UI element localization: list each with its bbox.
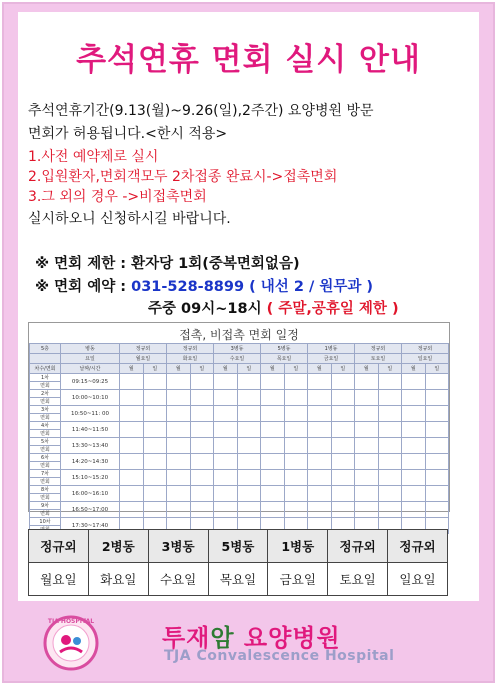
schedule-slot-cell (261, 422, 285, 438)
schedule-time: 10:50~11: 00 (61, 406, 120, 422)
ward-cell: 1병동 (268, 530, 328, 563)
reserve-label: ※ 면회 예약 : (35, 279, 132, 295)
schedule-slot-cell (355, 454, 379, 470)
visit-hours-notice (148, 297, 399, 318)
reserve-phone: 031-528-8899 ( 내선 2 / 원무과 ) (131, 279, 374, 295)
schedule-slot-cell (308, 502, 332, 518)
schedule-row (30, 374, 449, 382)
schedule-turn: 4차 (30, 422, 61, 430)
schedule-slot-cell (143, 454, 167, 470)
schedule-time: 13:30~13:40 (61, 438, 120, 454)
schedule-slot-cell (284, 390, 308, 406)
schedule-row (30, 518, 449, 526)
schedule-slot-cell (167, 390, 191, 406)
schedule-header-row-dates (30, 364, 449, 374)
schedule-slot-cell (237, 438, 261, 454)
intro-line-1: 추석연휴기간(9.13(월)~9.26(일),2주간) 요양병원 방문 (28, 103, 374, 119)
schedule-slot-cell (308, 438, 332, 454)
schedule-time: 09:15~09:25 (61, 374, 120, 390)
schedule-header-cell: 요일 (61, 354, 120, 364)
schedule-slot-cell (331, 470, 355, 486)
schedule-header-cell: 금요일 (308, 354, 355, 364)
schedule-slot-cell (308, 390, 332, 406)
schedule-slot-cell (143, 390, 167, 406)
schedule-slot-cell (190, 486, 214, 502)
schedule-slot-cell (120, 454, 144, 470)
schedule-header-cell: 일 (331, 364, 355, 374)
schedule-slot-cell (284, 422, 308, 438)
schedule-slot-cell (355, 486, 379, 502)
schedule-turn: 1차 (30, 374, 61, 382)
schedule-slot-cell (143, 438, 167, 454)
schedule-slot-cell (167, 406, 191, 422)
schedule-slot-cell (402, 438, 426, 454)
schedule-slot-cell (167, 438, 191, 454)
schedule-slot-cell (214, 486, 238, 502)
schedule-slot-cell (284, 374, 308, 390)
schedule-header-cell: 날짜/시간 (61, 364, 120, 374)
schedule-slot-cell (120, 406, 144, 422)
schedule-slot-cell (331, 390, 355, 406)
schedule-header-cell: 5층 (30, 344, 61, 354)
schedule-slot-cell (378, 374, 402, 390)
intro-line-2: 면회가 허용됩니다.<한시 적용> (28, 126, 228, 142)
schedule-slot-cell (190, 390, 214, 406)
schedule-slot-cell (331, 486, 355, 502)
day-cell: 일요일 (388, 563, 448, 596)
schedule-slot-cell (237, 406, 261, 422)
logo-ring-text: TJA HOSPITAL (47, 618, 95, 625)
schedule-slot-cell (237, 470, 261, 486)
schedule-kind: 면회 (30, 430, 61, 438)
schedule-header-cell: 월 (355, 364, 379, 374)
day-cell: 수요일 (148, 563, 208, 596)
schedule-slot-cell (214, 406, 238, 422)
schedule-turn: 9차 (30, 502, 61, 510)
schedule-table (29, 343, 449, 534)
schedule-slot-cell (190, 454, 214, 470)
schedule-kind: 면회 (30, 462, 61, 470)
schedule-slot-cell (190, 374, 214, 390)
schedule-time: 11:40~11:50 (61, 422, 120, 438)
schedule-slot-cell (331, 454, 355, 470)
schedule-slot-cell (355, 438, 379, 454)
pink-right-band (479, 4, 493, 681)
schedule-slot-cell (237, 374, 261, 390)
schedule-slot-cell (143, 374, 167, 390)
hospital-name-part2: 암 (210, 624, 235, 652)
ward-cell: 정규외 (29, 530, 89, 563)
schedule-time: 17:30~17:40 (61, 518, 120, 534)
schedule-slot-cell (378, 438, 402, 454)
schedule-header-cell: 토요일 (355, 354, 402, 364)
schedule-slot-cell (237, 454, 261, 470)
schedule-slot-cell (214, 470, 238, 486)
day-cell: 화요일 (88, 563, 148, 596)
ward-cell: 5병동 (208, 530, 268, 563)
schedule-header-cell: 목요일 (261, 354, 308, 364)
schedule-slot-cell (378, 470, 402, 486)
schedule-slot-cell (237, 422, 261, 438)
schedule-header-cell: 5병동 (261, 344, 308, 354)
schedule-header-cell: 월 (308, 364, 332, 374)
schedule-slot-cell (120, 374, 144, 390)
schedule-slot-cell (190, 438, 214, 454)
day-cell: 목요일 (208, 563, 268, 596)
schedule-turn: 8차 (30, 486, 61, 494)
schedule-slot-cell (355, 502, 379, 518)
hospital-name-part3: 요양병원 (234, 624, 341, 652)
schedule-slot-cell (214, 422, 238, 438)
schedule-header-cell: 월 (402, 364, 426, 374)
schedule-slot-cell (261, 486, 285, 502)
schedule-slot-cell (214, 438, 238, 454)
schedule-slot-cell (402, 422, 426, 438)
schedule-slot-cell (308, 406, 332, 422)
schedule-turn: 10차 (30, 518, 61, 526)
ward-row (29, 530, 448, 563)
schedule-slot-cell (120, 486, 144, 502)
schedule-slot-cell (284, 406, 308, 422)
schedule-time: 16:00~16:10 (61, 486, 120, 502)
visit-hours: 주중 09시~18시 (148, 301, 267, 317)
schedule-header-cell: 정규외 (167, 344, 214, 354)
schedule-slot-cell (402, 470, 426, 486)
ward-cell: 정규외 (388, 530, 448, 563)
intro-item-3: 3.그 외의 경우 ->비접촉면회 (28, 189, 207, 205)
schedule-header-cell: 월 (261, 364, 285, 374)
schedule-slot-cell (190, 422, 214, 438)
schedule-slot-cell (402, 502, 426, 518)
pink-top-band (4, 4, 493, 12)
schedule-slot-cell (143, 502, 167, 518)
day-cell: 토요일 (328, 563, 388, 596)
schedule-kind: 면회 (30, 398, 61, 406)
schedule-slot-cell (402, 486, 426, 502)
schedule-header-cell: 일 (143, 364, 167, 374)
day-row (29, 563, 448, 596)
schedule-slot-cell (425, 502, 449, 518)
schedule-header-row-wards (30, 344, 449, 354)
schedule-slot-cell (425, 390, 449, 406)
schedule-header-cell: 수요일 (214, 354, 261, 364)
schedule-slot-cell (190, 406, 214, 422)
schedule-header-cell: 일 (425, 364, 449, 374)
schedule-header-cell (30, 354, 61, 364)
schedule-row (30, 438, 449, 446)
ward-cell: 3병동 (148, 530, 208, 563)
schedule-slot-cell (402, 454, 426, 470)
schedule-slot-cell (120, 470, 144, 486)
schedule-slot-cell (355, 390, 379, 406)
schedule-slot-cell (378, 390, 402, 406)
hospital-name-part1: 투재 (162, 624, 211, 652)
schedule-slot-cell (120, 422, 144, 438)
schedule-header-cell: 일 (190, 364, 214, 374)
schedule-header-cell: 일 (284, 364, 308, 374)
schedule-header-cell: 일 (378, 364, 402, 374)
schedule-slot-cell (120, 390, 144, 406)
schedule-slot-cell (167, 486, 191, 502)
intro-item-1: 1.사전 예약제로 실시 (28, 149, 159, 165)
pink-left-band (4, 4, 18, 681)
schedule-slot-cell (402, 406, 426, 422)
ward-cell: 정규외 (328, 530, 388, 563)
schedule-header-cell: 정규외 (120, 344, 167, 354)
schedule-title: 접촉, 비접촉 면회 일정 (179, 328, 299, 342)
schedule-turn: 7차 (30, 470, 61, 478)
day-cell: 금요일 (268, 563, 328, 596)
schedule-slot-cell (261, 406, 285, 422)
schedule-kind: 면회 (30, 414, 61, 422)
schedule-slot-cell (378, 454, 402, 470)
schedule-slot-cell (425, 406, 449, 422)
schedule-slot-cell (167, 470, 191, 486)
day-cell: 월요일 (29, 563, 89, 596)
schedule-slot-cell (261, 438, 285, 454)
schedule-slot-cell (261, 502, 285, 518)
schedule-slot-cell (425, 438, 449, 454)
schedule-slot-cell (331, 374, 355, 390)
schedule-header-cell: 차수/면회 (30, 364, 61, 374)
visit-limit-notice: ※ 면회 제한 : 환자당 1회(중복면회없음) (35, 256, 300, 272)
schedule-slot-cell (425, 374, 449, 390)
intro-item-2: 2.입원환자,면회객모두 2차접종 완료시->접촉면회 (28, 169, 338, 185)
schedule-slot-cell (120, 438, 144, 454)
schedule-turn: 3차 (30, 406, 61, 414)
schedule-slot-cell (237, 486, 261, 502)
schedule-kind: 면회 (30, 446, 61, 454)
schedule-slot-cell (261, 454, 285, 470)
schedule-slot-cell (143, 470, 167, 486)
schedule-slot-cell (143, 406, 167, 422)
schedule-time: 15:10~15:20 (61, 470, 120, 486)
schedule-turn: 2차 (30, 390, 61, 398)
schedule-slot-cell (402, 390, 426, 406)
schedule-row (30, 390, 449, 398)
schedule-slot-cell (284, 438, 308, 454)
schedule-header-cell: 월 (120, 364, 144, 374)
schedule-slot-cell (261, 374, 285, 390)
schedule-row (30, 470, 449, 478)
schedule-slot-cell (402, 374, 426, 390)
schedule-kind: 면회 (30, 510, 61, 518)
schedule-kind: 면회 (30, 478, 61, 486)
schedule-slot-cell (284, 454, 308, 470)
schedule-slot-cell (167, 454, 191, 470)
schedule-header-cell: 월 (167, 364, 191, 374)
schedule-slot-cell (378, 422, 402, 438)
schedule-slot-cell (284, 470, 308, 486)
schedule-slot-cell (190, 502, 214, 518)
schedule-header-cell: 월 (214, 364, 238, 374)
schedule-slot-cell (355, 374, 379, 390)
schedule-time: 14:20~14:30 (61, 454, 120, 470)
schedule-slot-cell (284, 502, 308, 518)
hospital-logo (36, 614, 106, 672)
schedule-slot-cell (261, 470, 285, 486)
schedule-header-cell: 3병동 (214, 344, 261, 354)
schedule-kind: 면회 (30, 382, 61, 390)
schedule-slot-cell (378, 406, 402, 422)
schedule-slot-cell (355, 470, 379, 486)
schedule-slot-cell (331, 422, 355, 438)
schedule-slot-cell (378, 486, 402, 502)
schedule-slot-cell (425, 422, 449, 438)
schedule-slot-cell (143, 422, 167, 438)
schedule-header-cell: 정규외 (355, 344, 402, 354)
ward-days-table (28, 529, 448, 596)
schedule-row (30, 422, 449, 430)
schedule-time: 10:00~10:10 (61, 390, 120, 406)
schedule-slot-cell (425, 486, 449, 502)
schedule-slot-cell (308, 422, 332, 438)
schedule-slot-cell (425, 470, 449, 486)
schedule-header-cell: 일 (237, 364, 261, 374)
intro-closing: 실시하오니 신청하시길 바랍니다. (28, 211, 231, 227)
schedule-row (30, 486, 449, 494)
schedule-slot-cell (143, 486, 167, 502)
schedule-slot-cell (308, 470, 332, 486)
schedule-slot-cell (425, 454, 449, 470)
schedule-slot-cell (237, 502, 261, 518)
poster-title: 추석연휴 면회 실시 안내 (76, 42, 421, 78)
schedule-slot-cell (308, 454, 332, 470)
schedule-row (30, 454, 449, 462)
schedule-slot-cell (120, 502, 144, 518)
schedule-header-cell: 1병동 (308, 344, 355, 354)
schedule-header-row-days (30, 354, 449, 364)
schedule-turn: 6차 (30, 454, 61, 462)
schedule-row (30, 406, 449, 414)
schedule-slot-cell (355, 422, 379, 438)
schedule-slot-cell (308, 374, 332, 390)
visit-reserve-notice (35, 275, 373, 296)
schedule-slot-cell (378, 502, 402, 518)
schedule-slot-cell (284, 486, 308, 502)
hospital-name-english: TJA Convalescence Hospital (164, 648, 395, 664)
schedule-slot-cell (167, 502, 191, 518)
schedule-slot-cell (167, 422, 191, 438)
schedule-slot-cell (331, 438, 355, 454)
schedule-slot-cell (214, 390, 238, 406)
schedule-slot-cell (331, 502, 355, 518)
schedule-slot-cell (214, 374, 238, 390)
schedule-row (30, 502, 449, 510)
schedule-header-cell: 정규외 (402, 344, 449, 354)
schedule-header-cell: 병동 (61, 344, 120, 354)
schedule-header-cell: 월요일 (120, 354, 167, 364)
schedule-header-cell: 일요일 (402, 354, 449, 364)
schedule-slot-cell (331, 406, 355, 422)
schedule-slot-cell (214, 454, 238, 470)
schedule-slot-cell (214, 502, 238, 518)
schedule-slot-cell (261, 390, 285, 406)
schedule-header-cell: 화요일 (167, 354, 214, 364)
schedule-time: 16:50~17:00 (61, 502, 120, 518)
schedule-kind: 면회 (30, 494, 61, 502)
schedule-slot-cell (355, 406, 379, 422)
schedule-slot-cell (237, 390, 261, 406)
schedule-slot-cell (167, 374, 191, 390)
schedule-turn: 5차 (30, 438, 61, 446)
visit-hours-note: ( 주말,공휴일 제한 ) (266, 301, 399, 317)
ward-cell: 2병동 (88, 530, 148, 563)
schedule-image (28, 322, 450, 529)
schedule-slot-cell (190, 470, 214, 486)
schedule-slot-cell (308, 486, 332, 502)
